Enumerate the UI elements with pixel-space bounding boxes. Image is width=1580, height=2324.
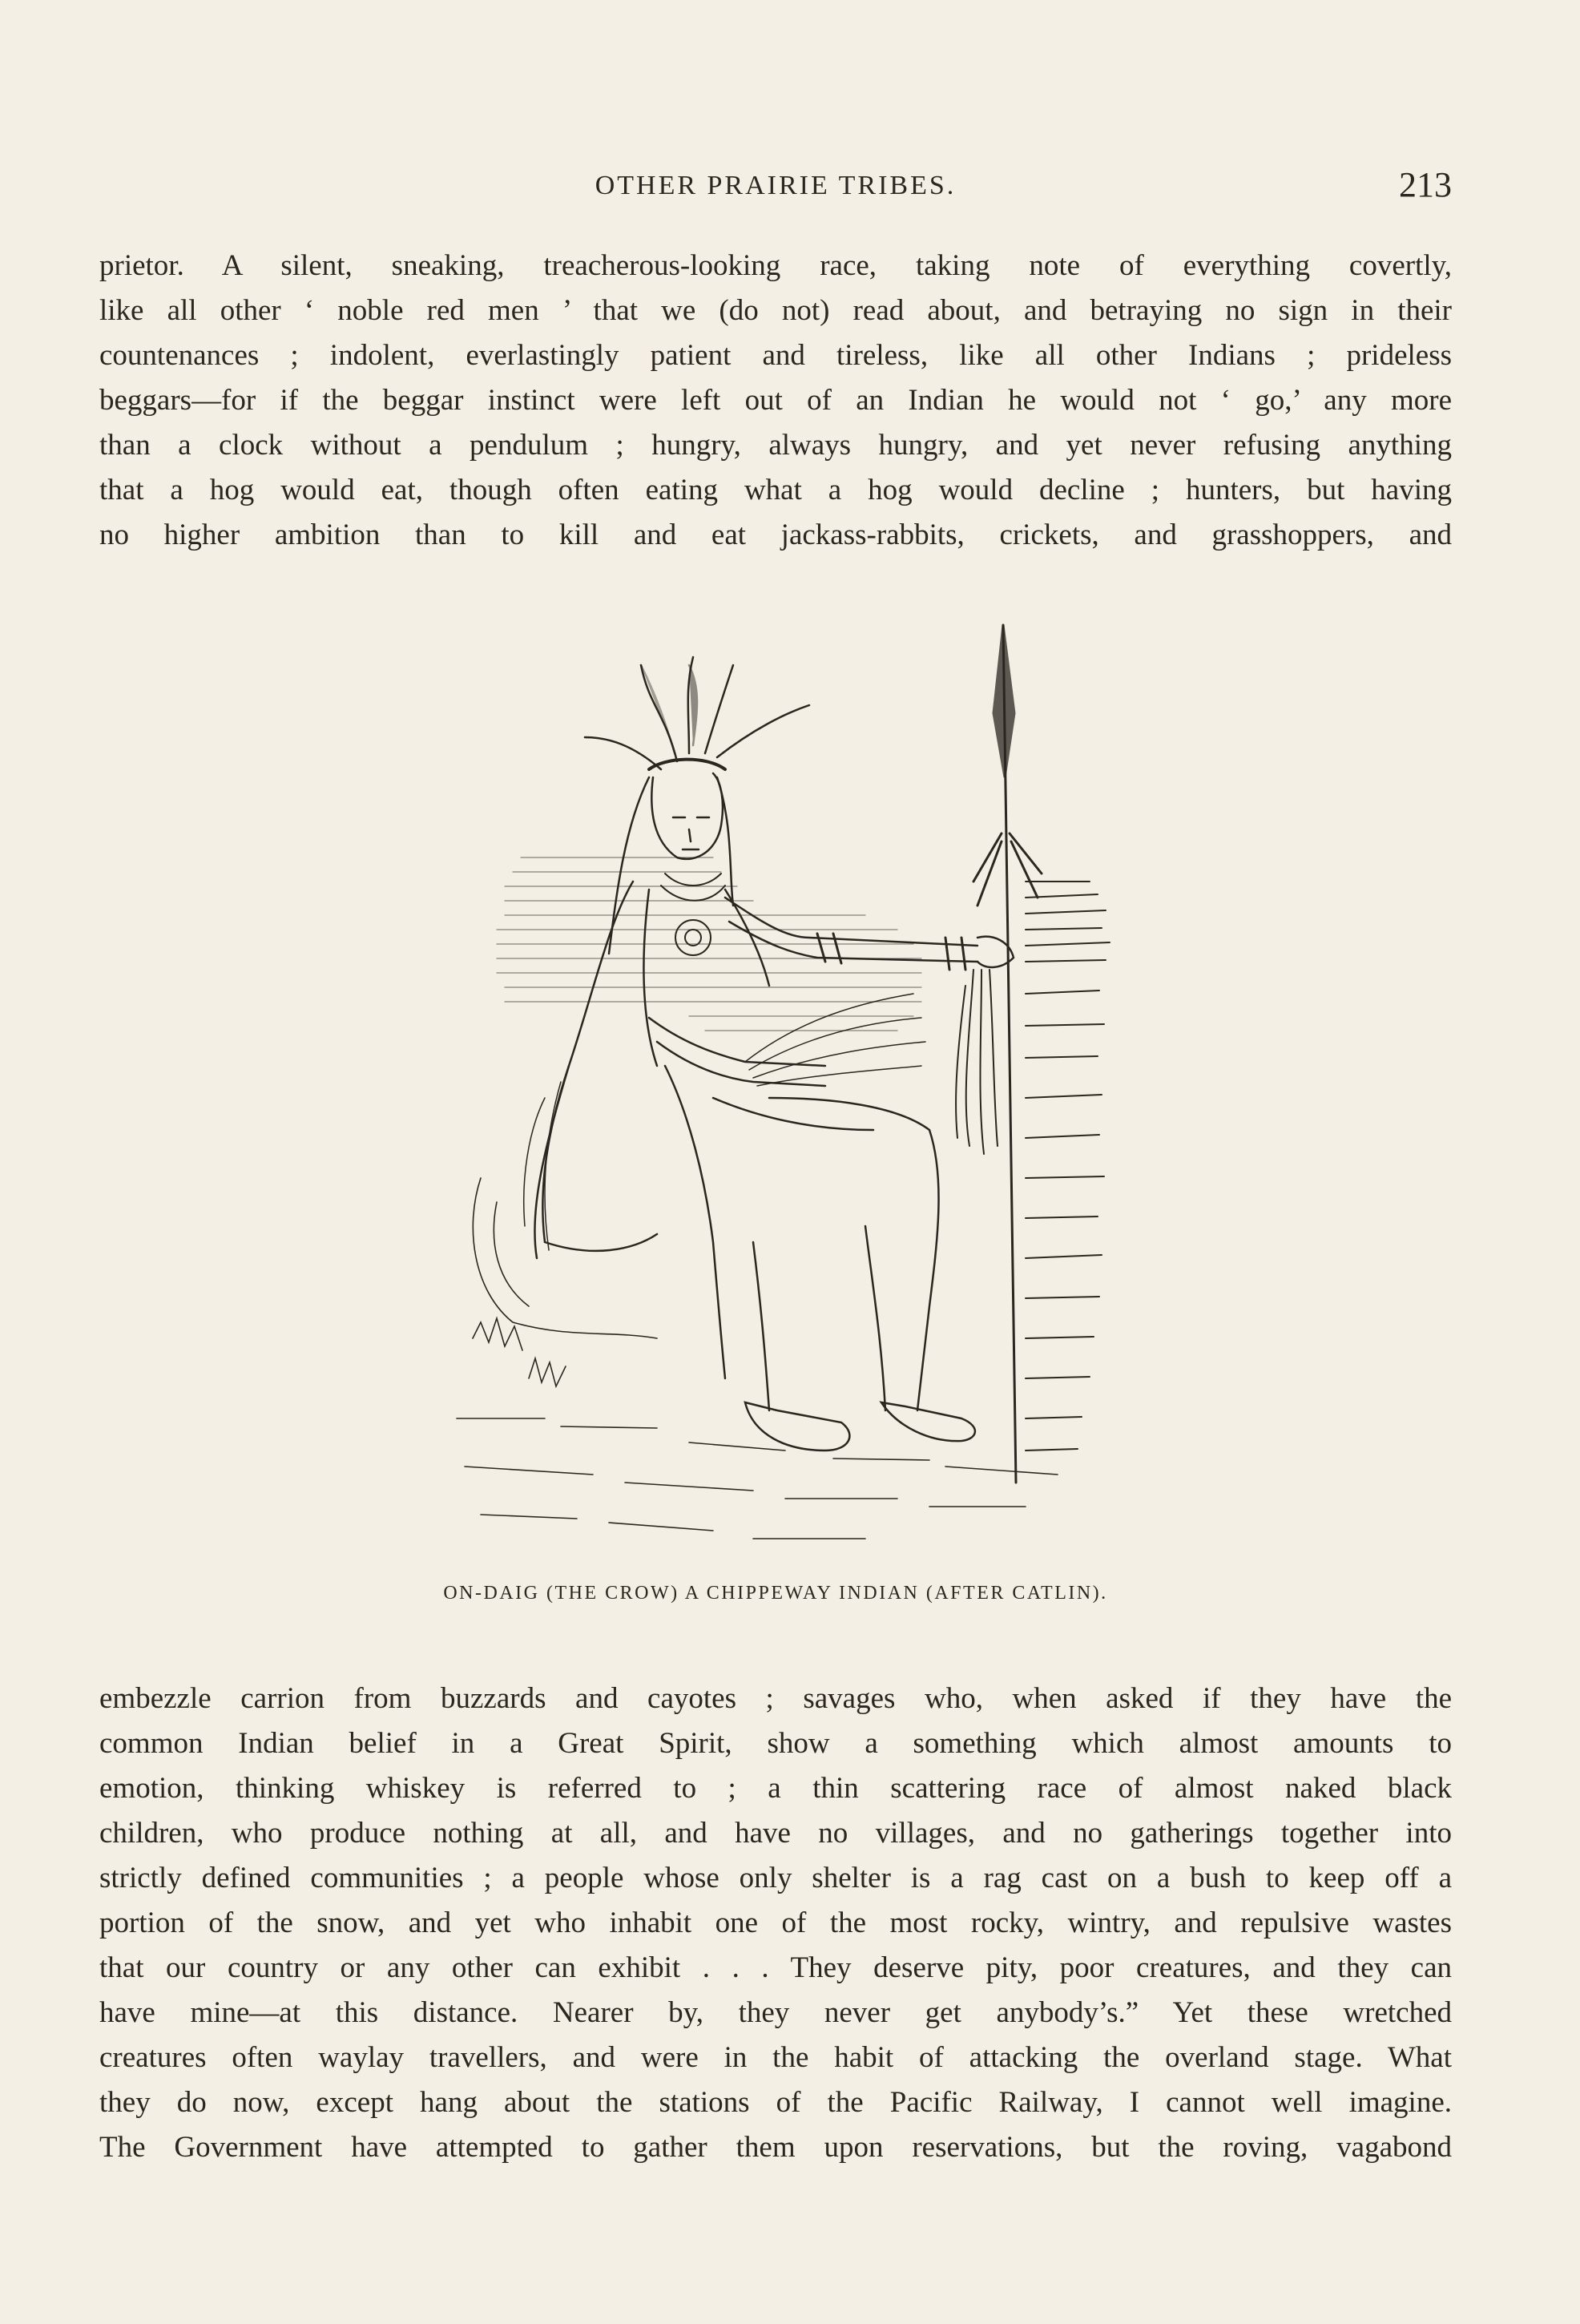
text-line: emotion, thinking whiskey is referred to ; a thin scattering race of almost naked black <box>99 1772 1452 1805</box>
text-line: The Government have attempted to gather them upon reservations, but the roving, vagabond <box>99 2131 1452 2164</box>
text-line: that a hog would eat, though often eating what a hog would decline ; hunters, but having <box>99 474 1452 506</box>
text-line: than a clock without a pendulum ; hungry, always hungry, and yet never refusing anything <box>99 429 1452 462</box>
text-line: beggars—for if the beggar instinct were left out of an Indian he would not ‘ go,’ any more <box>99 384 1452 417</box>
body-text-bottom <box>99 1676 1452 2170</box>
text-line: children, who produce nothing at all, and have no villages, and no gatherings together into <box>99 1817 1452 1850</box>
head <box>609 773 733 954</box>
text-line: prietor. A silent, sneaking, treacherous-looking race, taking note of everything covertly, <box>99 249 1452 282</box>
body-text-top <box>99 244 1452 558</box>
moccasins <box>745 1402 975 1450</box>
tassel <box>956 970 998 1154</box>
text-line: no higher ambition than to kill and eat jackass-rabbits, crickets, and grasshoppers, and <box>99 518 1452 551</box>
text-line: have mine—at this distance. Nearer by, they never get anybody’s.” Yet these wretched <box>99 1996 1452 2029</box>
grass-hatching <box>1026 882 1110 1450</box>
page-number: 213 <box>1399 165 1452 204</box>
legs <box>665 1066 939 1410</box>
feather-fan <box>745 994 925 1086</box>
engraving-illustration <box>449 617 1138 1563</box>
engraving-figure <box>449 617 1138 1563</box>
text-line: like all other ‘ noble red men ’ that we (do not) read about, and betraying no sign in their <box>99 294 1452 327</box>
text-line: portion of the snow, and yet who inhabit one of the most rocky, wintry, and repulsive wastes <box>99 1906 1452 1939</box>
text-line: countenances ; indolent, everlastingly patient and tireless, like all other Indians ; prideless <box>99 339 1452 372</box>
text-line: strictly defined communities ; a people whose only shelter is a rag cast on a bush to keep off a <box>99 1862 1452 1894</box>
text-line: common Indian belief in a Great Spirit, show a something which almost amounts to <box>99 1727 1452 1760</box>
spear <box>973 625 1042 1483</box>
text-line: that our country or any other can exhibit . . . They deserve pity, poor creatures, and they can <box>99 1951 1452 1984</box>
arms <box>649 898 1014 1086</box>
running-title: OTHER PRAIRIE TRIBES. <box>595 171 957 200</box>
running-head <box>99 164 1452 212</box>
text-line: they do now, except hang about the stations of the Pacific Railway, I cannot well imagine. <box>99 2086 1452 2119</box>
headdress <box>585 657 809 769</box>
figure-caption: ON-DAIG (THE CROW) A CHIPPEWAY INDIAN (AFTER CATLIN). <box>443 1583 1108 1604</box>
torso-robe <box>524 882 769 1258</box>
text-line: creatures often waylay travellers, and were in the habit of attacking the overland stage. What <box>99 2041 1452 2074</box>
necklace <box>661 874 725 955</box>
text-line: embezzle carrion from buzzards and cayotes ; savages who, when asked if they have the <box>99 1682 1452 1715</box>
